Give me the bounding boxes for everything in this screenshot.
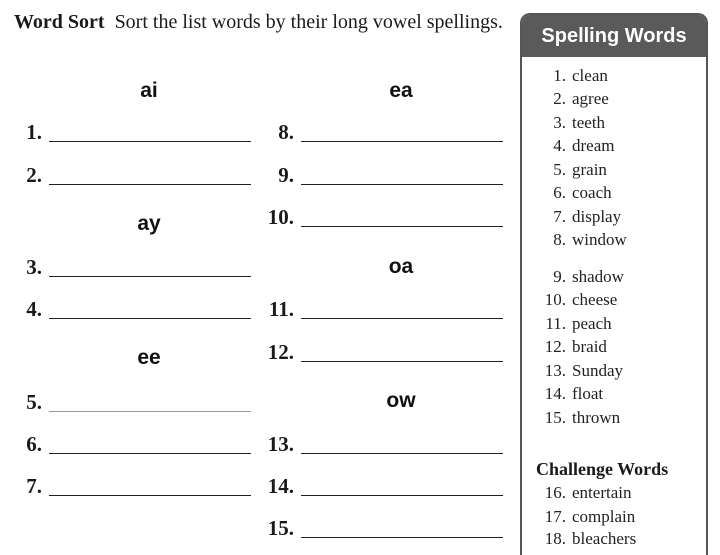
answer-row: [0, 255, 260, 285]
panel-title: Spelling Words: [522, 15, 706, 57]
word-number: 13.: [544, 361, 566, 380]
exercise-instructions: Sort the list words by their long vowel spellings.: [114, 11, 503, 33]
answer-row: [0, 432, 260, 462]
word-number: 17.: [544, 507, 566, 526]
answer-blank[interactable]: [301, 361, 503, 362]
word-text: complain: [572, 507, 636, 526]
item-number: 10.: [267, 205, 294, 229]
item-number: 6.: [26, 432, 42, 456]
spelling-words-panel: [520, 13, 708, 555]
answer-blank[interactable]: [301, 453, 503, 454]
word-number: 15.: [544, 408, 566, 427]
list-item: [522, 529, 706, 549]
word-text: Sunday: [572, 361, 623, 380]
list-item: [522, 160, 706, 180]
word-number: 2.: [553, 89, 566, 108]
answer-blank[interactable]: [301, 226, 503, 227]
word-text: clean: [572, 66, 608, 85]
word-number: 5.: [553, 160, 566, 179]
heading-oa: oa: [388, 255, 414, 278]
item-number: 1.: [26, 120, 42, 144]
answer-blank[interactable]: [49, 453, 251, 454]
word-number: 11.: [545, 314, 566, 333]
word-text: coach: [572, 183, 612, 202]
list-item: [522, 267, 706, 287]
list-item: [522, 66, 706, 86]
item-number: 5.: [26, 390, 42, 414]
word-text: braid: [572, 337, 607, 356]
item-number: 13.: [267, 432, 294, 456]
word-text: cheese: [572, 290, 618, 309]
answer-blank[interactable]: [49, 318, 251, 319]
word-text: display: [572, 207, 622, 226]
word-number: 7.: [553, 207, 566, 226]
item-number: 8.: [278, 120, 294, 144]
answer-blank[interactable]: [49, 495, 251, 496]
list-item: [522, 113, 706, 133]
answer-row: [0, 390, 260, 420]
heading-ai: ai: [140, 79, 158, 102]
word-text: agree: [572, 89, 609, 108]
word-text: thrown: [572, 408, 621, 427]
instructions-header: [14, 9, 504, 36]
list-item: [522, 314, 706, 334]
word-number: 8.: [553, 230, 566, 249]
word-text: teeth: [572, 113, 606, 132]
word-text: entertain: [572, 483, 632, 502]
list-item: [522, 89, 706, 109]
list-item: [522, 408, 706, 428]
answer-row: [252, 516, 512, 546]
word-text: shadow: [572, 267, 624, 286]
list-item: [522, 183, 706, 203]
item-number: 11.: [268, 297, 294, 321]
answer-blank[interactable]: [49, 184, 251, 185]
item-number: 3.: [26, 255, 42, 279]
item-number: 7.: [26, 474, 42, 498]
answer-row: [0, 474, 260, 504]
answer-blank[interactable]: [49, 411, 251, 412]
answer-blank[interactable]: [49, 141, 251, 142]
answer-row: [252, 297, 512, 327]
list-item: [522, 136, 706, 156]
word-number: 4.: [553, 136, 566, 155]
word-number: 1.: [553, 66, 566, 85]
word-text: dream: [572, 136, 615, 155]
word-number: 16.: [544, 483, 566, 502]
answer-row: [252, 340, 512, 370]
answer-row: [252, 474, 512, 504]
item-number: 15.: [267, 516, 294, 540]
item-number: 2.: [26, 163, 42, 187]
list-item: [522, 483, 706, 503]
challenge-words-title: Challenge Words: [536, 459, 669, 479]
answer-blank[interactable]: [301, 537, 503, 538]
answer-row: [252, 432, 512, 462]
item-number: 12.: [267, 340, 294, 364]
word-number: 14.: [544, 384, 566, 403]
word-number: 6.: [553, 183, 566, 202]
answer-row: [252, 205, 512, 235]
item-number: 14.: [267, 474, 294, 498]
word-text: grain: [572, 160, 607, 179]
heading-ow: ow: [386, 389, 416, 412]
answer-blank[interactable]: [49, 276, 251, 277]
word-number: 12.: [544, 337, 566, 356]
list-item: [522, 337, 706, 357]
word-number: 10.: [544, 290, 566, 309]
answer-blank[interactable]: [301, 141, 503, 142]
heading-ay: ay: [137, 212, 161, 235]
list-item: [522, 384, 706, 404]
answer-blank[interactable]: [301, 184, 503, 185]
item-number: 4.: [26, 297, 42, 321]
answer-blank[interactable]: [301, 495, 503, 496]
answer-row: [0, 120, 260, 150]
word-number: 3.: [553, 113, 566, 132]
answer-row: [252, 163, 512, 193]
list-item: [522, 507, 706, 527]
list-item: [522, 361, 706, 381]
answer-row: [0, 163, 260, 193]
word-number: 9.: [553, 267, 566, 286]
list-item: [522, 230, 706, 250]
heading-ee: ee: [137, 346, 161, 369]
answer-row: [0, 297, 260, 327]
word-text: float: [572, 384, 604, 403]
list-item: [522, 207, 706, 227]
item-number: 9.: [278, 163, 294, 187]
heading-ea: ea: [389, 79, 413, 102]
word-text: bleachers: [572, 529, 637, 548]
word-text: window: [572, 230, 627, 249]
exercise-title: Word Sort: [14, 11, 105, 33]
list-item: [522, 290, 706, 310]
word-text: peach: [572, 314, 612, 333]
answer-row: [252, 120, 512, 150]
word-number: 18.: [544, 529, 566, 548]
answer-blank[interactable]: [301, 318, 503, 319]
